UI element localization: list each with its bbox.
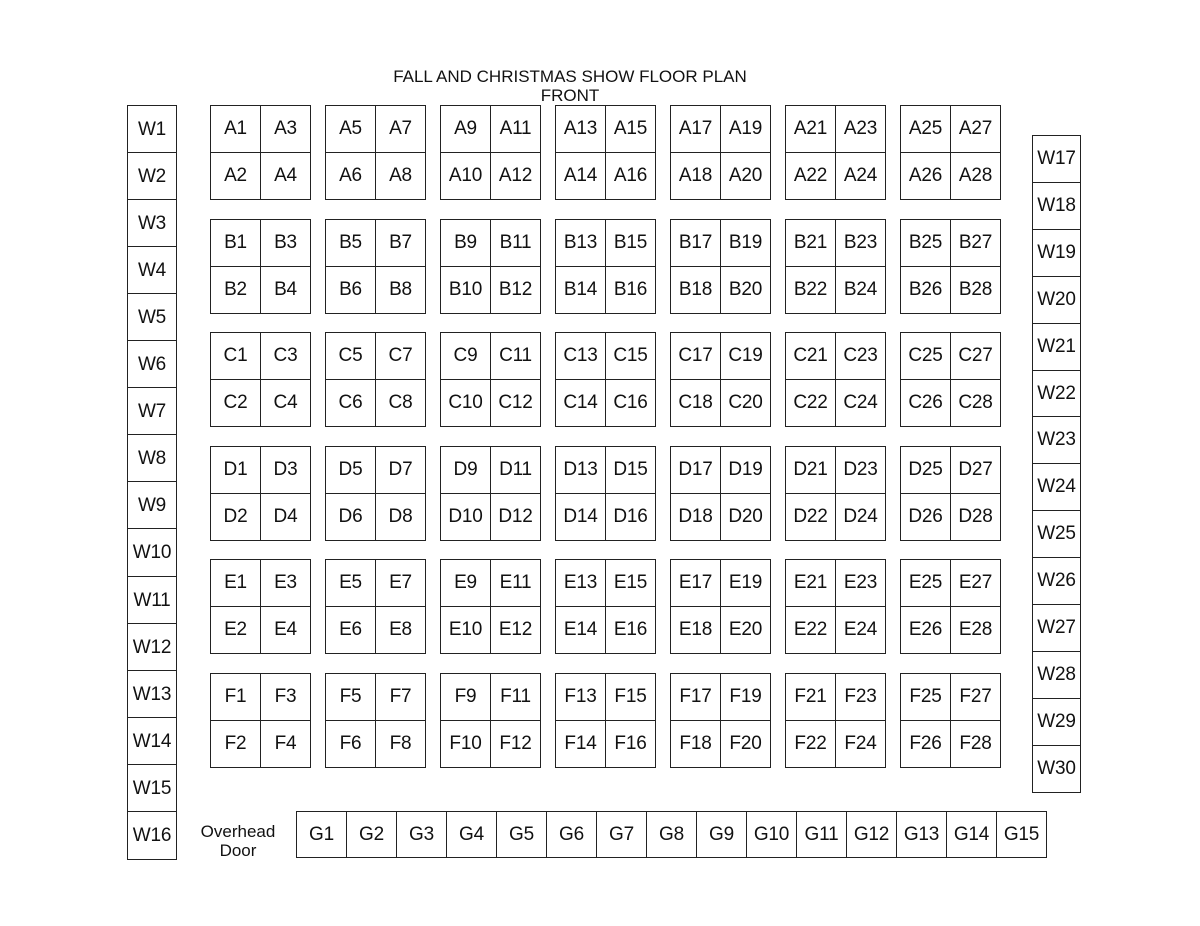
booth-c19: C19 (720, 332, 771, 380)
booth-c13: C13 (555, 332, 606, 380)
booth-f2: F2 (210, 720, 261, 768)
booth-a13: A13 (555, 105, 606, 153)
booth-a7: A7 (375, 105, 426, 153)
booth-b22: B22 (785, 266, 836, 314)
booth-f13: F13 (555, 673, 606, 721)
booth-d14: D14 (555, 493, 606, 541)
booth-b9: B9 (440, 219, 491, 267)
booth-b1: B1 (210, 219, 261, 267)
booth-f28: F28 (950, 720, 1001, 768)
booth-d16: D16 (605, 493, 656, 541)
back-booth-g3: G3 (396, 811, 447, 858)
back-booth-g10: G10 (746, 811, 797, 858)
booth-b21: B21 (785, 219, 836, 267)
booth-e1: E1 (210, 559, 261, 607)
booth-b16: B16 (605, 266, 656, 314)
booth-b14: B14 (555, 266, 606, 314)
wall-booth-w21: W21 (1032, 323, 1081, 371)
booth-a10: A10 (440, 152, 491, 200)
booth-c9: C9 (440, 332, 491, 380)
booth-c6: C6 (325, 379, 376, 427)
wall-booth-w29: W29 (1032, 698, 1081, 746)
booth-e13: E13 (555, 559, 606, 607)
booth-a18: A18 (670, 152, 721, 200)
booth-b15: B15 (605, 219, 656, 267)
booth-e22: E22 (785, 606, 836, 654)
booth-a21: A21 (785, 105, 836, 153)
booth-d17: D17 (670, 446, 721, 494)
booth-b26: B26 (900, 266, 951, 314)
wall-booth-w6: W6 (127, 340, 177, 389)
booth-e23: E23 (835, 559, 886, 607)
booth-f16: F16 (605, 720, 656, 768)
booth-a19: A19 (720, 105, 771, 153)
back-booth-g5: G5 (496, 811, 547, 858)
booth-d3: D3 (260, 446, 311, 494)
booth-b27: B27 (950, 219, 1001, 267)
back-booth-g14: G14 (946, 811, 997, 858)
booth-a8: A8 (375, 152, 426, 200)
booth-d25: D25 (900, 446, 951, 494)
plan-title: FALL AND CHRISTMAS SHOW FLOOR PLAN (393, 67, 747, 86)
booth-c20: C20 (720, 379, 771, 427)
booth-e3: E3 (260, 559, 311, 607)
booth-d12: D12 (490, 493, 541, 541)
booth-b17: B17 (670, 219, 721, 267)
wall-booth-w4: W4 (127, 246, 177, 295)
back-booth-g4: G4 (446, 811, 497, 858)
booth-a14: A14 (555, 152, 606, 200)
booth-a1: A1 (210, 105, 261, 153)
plan-subtitle: FRONT (540, 86, 600, 105)
booth-a23: A23 (835, 105, 886, 153)
wall-booth-w18: W18 (1032, 182, 1081, 230)
booth-f24: F24 (835, 720, 886, 768)
wall-booth-w27: W27 (1032, 604, 1081, 652)
booth-a2: A2 (210, 152, 261, 200)
booth-c3: C3 (260, 332, 311, 380)
booth-e21: E21 (785, 559, 836, 607)
booth-a11: A11 (490, 105, 541, 153)
booth-d28: D28 (950, 493, 1001, 541)
booth-d15: D15 (605, 446, 656, 494)
back-booth-g12: G12 (846, 811, 897, 858)
booth-b3: B3 (260, 219, 311, 267)
booth-e26: E26 (900, 606, 951, 654)
booth-f15: F15 (605, 673, 656, 721)
booth-a3: A3 (260, 105, 311, 153)
wall-booth-w2: W2 (127, 152, 177, 201)
wall-booth-w1: W1 (127, 105, 177, 154)
booth-e28: E28 (950, 606, 1001, 654)
booth-f3: F3 (260, 673, 311, 721)
booth-e10: E10 (440, 606, 491, 654)
wall-booth-w19: W19 (1032, 229, 1081, 277)
booth-c28: C28 (950, 379, 1001, 427)
wall-booth-w16: W16 (127, 811, 177, 860)
booth-f11: F11 (490, 673, 541, 721)
booth-b24: B24 (835, 266, 886, 314)
booth-b7: B7 (375, 219, 426, 267)
wall-booth-w7: W7 (127, 387, 177, 436)
booth-c27: C27 (950, 332, 1001, 380)
booth-a17: A17 (670, 105, 721, 153)
wall-booth-w30: W30 (1032, 745, 1081, 793)
booth-a9: A9 (440, 105, 491, 153)
booth-d1: D1 (210, 446, 261, 494)
booth-b28: B28 (950, 266, 1001, 314)
booth-f17: F17 (670, 673, 721, 721)
back-booth-g11: G11 (796, 811, 847, 858)
booth-a4: A4 (260, 152, 311, 200)
overhead-door-label: Overhead Door (200, 822, 276, 860)
booth-f22: F22 (785, 720, 836, 768)
booth-d23: D23 (835, 446, 886, 494)
booth-b13: B13 (555, 219, 606, 267)
booth-d7: D7 (375, 446, 426, 494)
booth-d6: D6 (325, 493, 376, 541)
booth-c8: C8 (375, 379, 426, 427)
wall-booth-w24: W24 (1032, 463, 1081, 511)
booth-f18: F18 (670, 720, 721, 768)
booth-a26: A26 (900, 152, 951, 200)
wall-booth-w5: W5 (127, 293, 177, 342)
booth-c11: C11 (490, 332, 541, 380)
booth-e7: E7 (375, 559, 426, 607)
wall-booth-w22: W22 (1032, 370, 1081, 418)
booth-f20: F20 (720, 720, 771, 768)
booth-c7: C7 (375, 332, 426, 380)
booth-b8: B8 (375, 266, 426, 314)
booth-f6: F6 (325, 720, 376, 768)
booth-a28: A28 (950, 152, 1001, 200)
booth-b5: B5 (325, 219, 376, 267)
booth-a5: A5 (325, 105, 376, 153)
booth-e12: E12 (490, 606, 541, 654)
back-booth-g9: G9 (696, 811, 747, 858)
booth-c23: C23 (835, 332, 886, 380)
booth-f9: F9 (440, 673, 491, 721)
booth-d24: D24 (835, 493, 886, 541)
booth-e15: E15 (605, 559, 656, 607)
booth-f7: F7 (375, 673, 426, 721)
booth-f10: F10 (440, 720, 491, 768)
booth-d2: D2 (210, 493, 261, 541)
booth-e9: E9 (440, 559, 491, 607)
wall-booth-w15: W15 (127, 764, 177, 813)
booth-e19: E19 (720, 559, 771, 607)
booth-e4: E4 (260, 606, 311, 654)
back-booth-g15: G15 (996, 811, 1047, 858)
back-booth-g8: G8 (646, 811, 697, 858)
booth-d10: D10 (440, 493, 491, 541)
wall-booth-w13: W13 (127, 670, 177, 719)
booth-c2: C2 (210, 379, 261, 427)
booth-e16: E16 (605, 606, 656, 654)
booth-c16: C16 (605, 379, 656, 427)
booth-c21: C21 (785, 332, 836, 380)
booth-c15: C15 (605, 332, 656, 380)
back-booth-g7: G7 (596, 811, 647, 858)
booth-b25: B25 (900, 219, 951, 267)
booth-d4: D4 (260, 493, 311, 541)
booth-f21: F21 (785, 673, 836, 721)
booth-d22: D22 (785, 493, 836, 541)
booth-e8: E8 (375, 606, 426, 654)
booth-c14: C14 (555, 379, 606, 427)
booth-e20: E20 (720, 606, 771, 654)
booth-f5: F5 (325, 673, 376, 721)
booth-a22: A22 (785, 152, 836, 200)
wall-booth-w25: W25 (1032, 510, 1081, 558)
booth-b4: B4 (260, 266, 311, 314)
booth-e17: E17 (670, 559, 721, 607)
booth-a16: A16 (605, 152, 656, 200)
booth-d27: D27 (950, 446, 1001, 494)
booth-d18: D18 (670, 493, 721, 541)
booth-c17: C17 (670, 332, 721, 380)
booth-b11: B11 (490, 219, 541, 267)
booth-e11: E11 (490, 559, 541, 607)
wall-booth-w26: W26 (1032, 557, 1081, 605)
booth-d8: D8 (375, 493, 426, 541)
booth-e6: E6 (325, 606, 376, 654)
booth-d21: D21 (785, 446, 836, 494)
wall-booth-w3: W3 (127, 199, 177, 248)
booth-e2: E2 (210, 606, 261, 654)
booth-d5: D5 (325, 446, 376, 494)
booth-b10: B10 (440, 266, 491, 314)
booth-b2: B2 (210, 266, 261, 314)
booth-f27: F27 (950, 673, 1001, 721)
booth-e27: E27 (950, 559, 1001, 607)
wall-booth-w20: W20 (1032, 276, 1081, 324)
booth-d9: D9 (440, 446, 491, 494)
booth-d20: D20 (720, 493, 771, 541)
booth-c10: C10 (440, 379, 491, 427)
booth-b12: B12 (490, 266, 541, 314)
booth-a27: A27 (950, 105, 1001, 153)
booth-d13: D13 (555, 446, 606, 494)
booth-f19: F19 (720, 673, 771, 721)
booth-f25: F25 (900, 673, 951, 721)
wall-booth-w14: W14 (127, 717, 177, 766)
booth-f12: F12 (490, 720, 541, 768)
booth-c25: C25 (900, 332, 951, 380)
back-booth-g6: G6 (546, 811, 597, 858)
booth-e24: E24 (835, 606, 886, 654)
wall-booth-w9: W9 (127, 481, 177, 530)
booth-e5: E5 (325, 559, 376, 607)
booth-d26: D26 (900, 493, 951, 541)
wall-booth-w23: W23 (1032, 416, 1081, 464)
wall-booth-w28: W28 (1032, 651, 1081, 699)
booth-f1: F1 (210, 673, 261, 721)
back-booth-g1: G1 (296, 811, 347, 858)
wall-booth-w11: W11 (127, 576, 177, 625)
booth-b19: B19 (720, 219, 771, 267)
booth-f26: F26 (900, 720, 951, 768)
back-booth-g2: G2 (346, 811, 397, 858)
booth-c24: C24 (835, 379, 886, 427)
booth-c12: C12 (490, 379, 541, 427)
booth-d19: D19 (720, 446, 771, 494)
booth-f23: F23 (835, 673, 886, 721)
booth-c26: C26 (900, 379, 951, 427)
booth-a24: A24 (835, 152, 886, 200)
booth-f4: F4 (260, 720, 311, 768)
booth-c5: C5 (325, 332, 376, 380)
booth-d11: D11 (490, 446, 541, 494)
booth-a6: A6 (325, 152, 376, 200)
booth-a15: A15 (605, 105, 656, 153)
booth-f8: F8 (375, 720, 426, 768)
wall-booth-w8: W8 (127, 434, 177, 483)
wall-booth-w12: W12 (127, 623, 177, 672)
booth-a12: A12 (490, 152, 541, 200)
booth-b6: B6 (325, 266, 376, 314)
wall-booth-w17: W17 (1032, 135, 1081, 183)
wall-booth-w10: W10 (127, 528, 177, 577)
booth-c18: C18 (670, 379, 721, 427)
booth-f14: F14 (555, 720, 606, 768)
booth-e18: E18 (670, 606, 721, 654)
booth-b23: B23 (835, 219, 886, 267)
booth-a20: A20 (720, 152, 771, 200)
booth-c1: C1 (210, 332, 261, 380)
booth-e14: E14 (555, 606, 606, 654)
booth-c4: C4 (260, 379, 311, 427)
booth-e25: E25 (900, 559, 951, 607)
booth-b20: B20 (720, 266, 771, 314)
booth-b18: B18 (670, 266, 721, 314)
back-booth-g13: G13 (896, 811, 947, 858)
booth-a25: A25 (900, 105, 951, 153)
booth-c22: C22 (785, 379, 836, 427)
